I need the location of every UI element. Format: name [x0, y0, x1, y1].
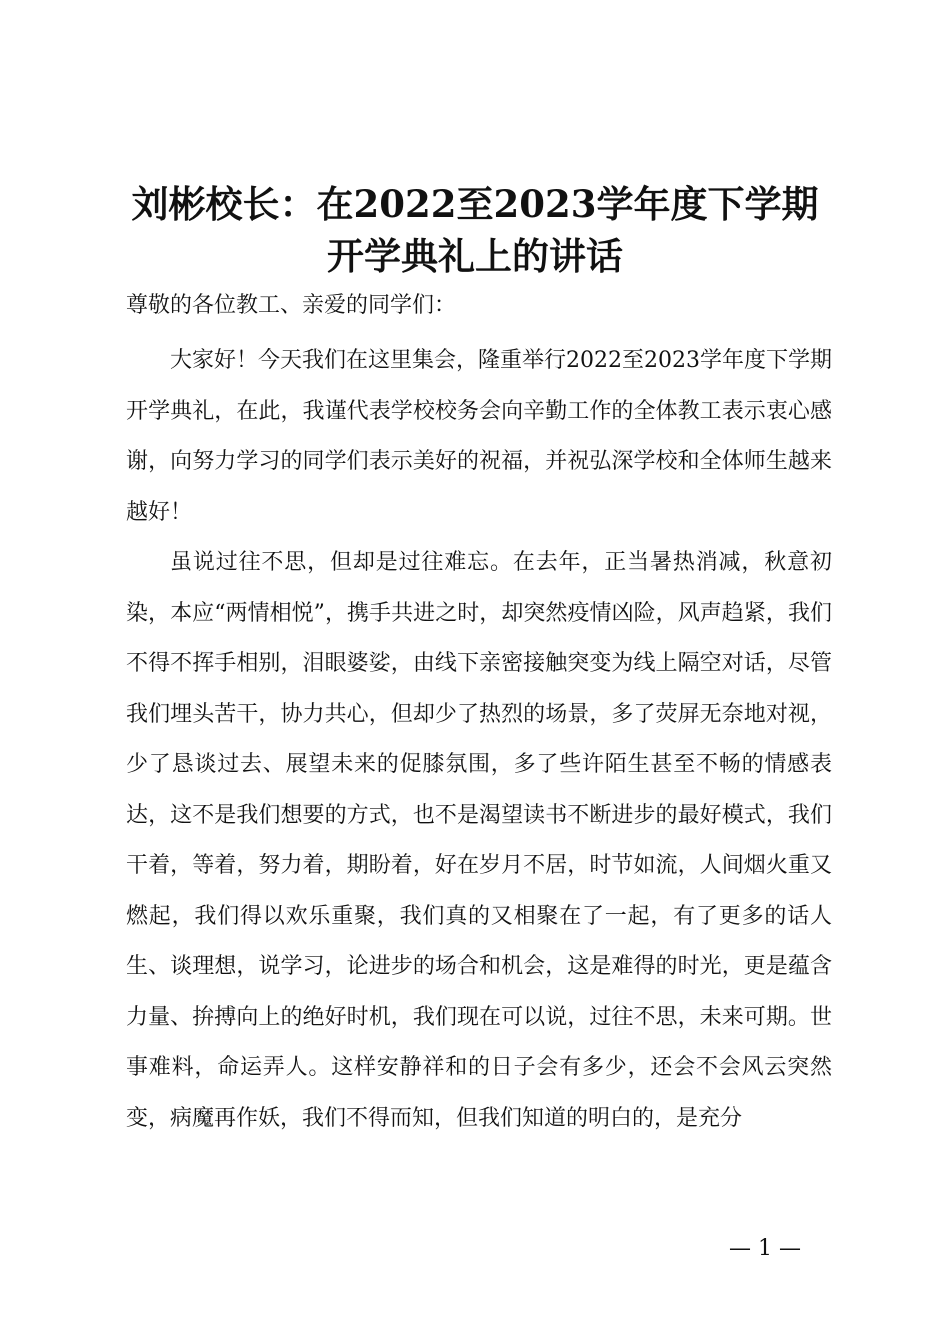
- document-title: 刘彬校长：在2022至2023学年度下学期开学典礼上的讲话: [131, 182, 819, 278]
- salutation: 尊敬的各位教工、亲爱的同学们：: [126, 293, 457, 318]
- body-text: [126, 336, 832, 1144]
- paragraph-1: 大家好！今天我们在这里集会，隆重举行2022至2023学年度下学期开学典礼，在此，我谨代表学校校务会向辛勤工作的全体教工表示衷心感谢，向努力学习的同学们表示美好的祝福，并祝弘深学校和全体师生越来越好！: [126, 348, 832, 525]
- page-number: — 1 —: [729, 1236, 801, 1261]
- paragraph-2: 虽说过往不思，但却是过往难忘。在去年，正当暑热消减，秋意初染，本应“两情相悦”，携手共进之时，却突然疫情凶险，风声趋紧，我们不得不挥手相别，泪眼婆娑，由线下亲密接触突变为线上隔空对话，尽管我们埋头苦干，协力共心，但却少了热烈的场景，多了荧屏无奈地对视，少了恳谈过去、展望未来的促膝氛围，多了些许陌生甚至不畅的情感表达，这不是我们想要的方式，也不是渴望读书不断进步的最好模式，我们干着，等着，努力着，期盼着，好在岁月不居，时节如流，人间烟火重又燃起，我们得以欢乐重聚，我们真的又相聚在了一起，有了更多的话人生、谈理想，说学习，论进步的场合和机会，这是难得的时光，更是蕴含力量、拚搏向上的绝好时机，我们现在可以说，过往不思，未来可期。世事难料，命运弄人。这样安静祥和的日子会有多少，还会不会风云突然变，病魔再作妖，我们不得而知，但我们知道的明白的，是充分: [126, 550, 832, 1131]
